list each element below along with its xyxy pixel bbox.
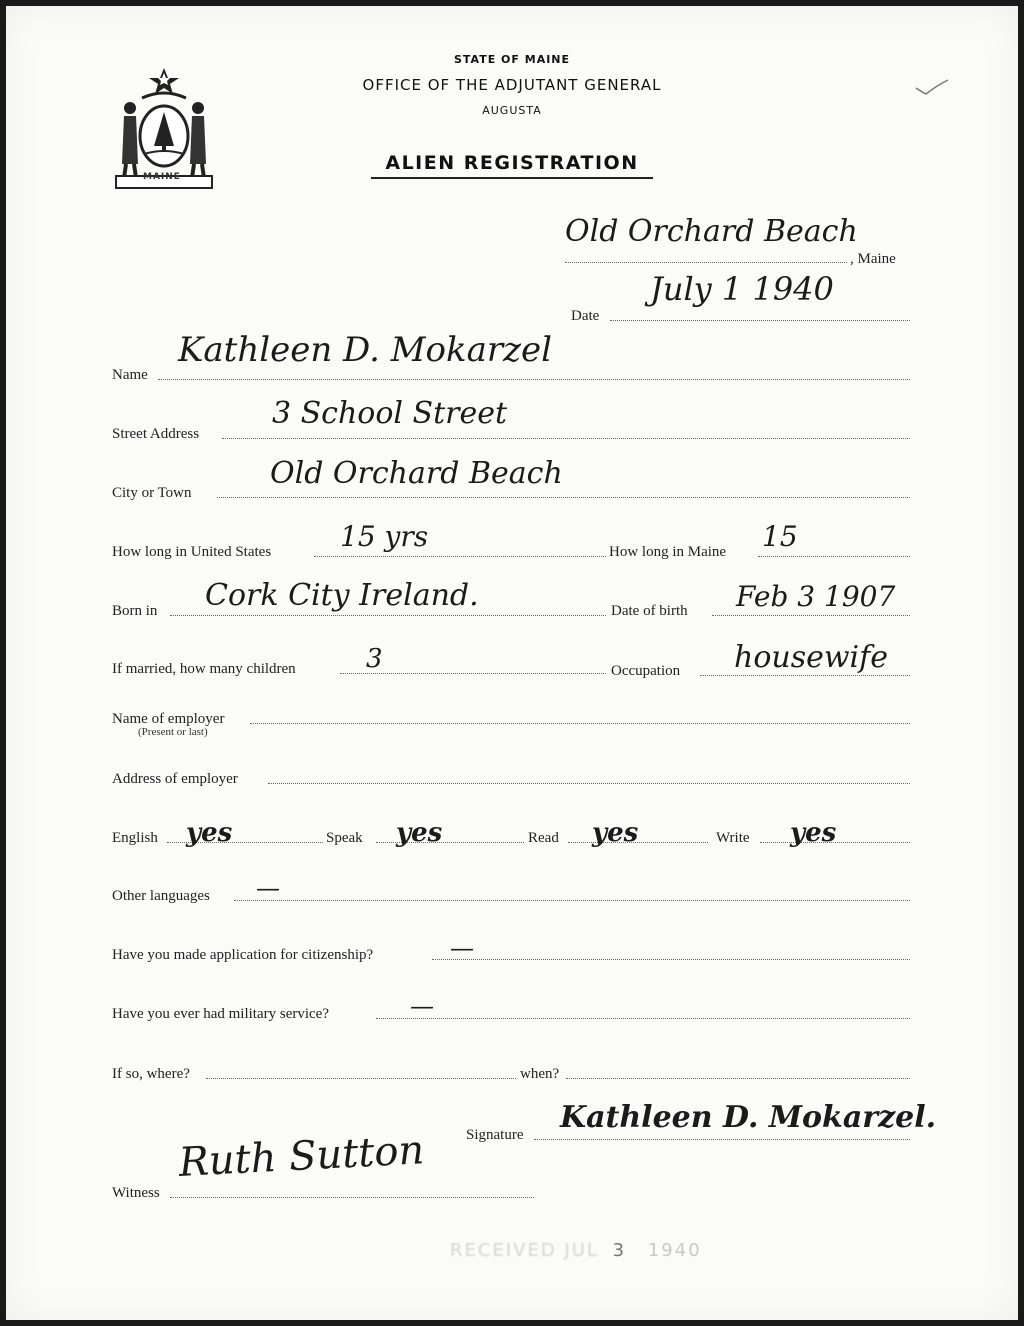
english-label: English <box>112 830 158 846</box>
name-label: Name <box>112 367 148 383</box>
occupation-line <box>700 675 910 676</box>
employer-name-line <box>250 723 910 724</box>
born-in-line <box>170 615 606 616</box>
header-office: OFFICE OF THE ADJUTANT GENERAL <box>362 76 662 94</box>
signature-label: Signature <box>466 1127 524 1143</box>
city-town-line <box>217 497 910 498</box>
when-label: when? <box>520 1066 560 1082</box>
how-long-us-entry: 15 yrs <box>340 520 429 553</box>
speak-entry: yes <box>396 818 443 848</box>
citizenship-line <box>432 959 910 960</box>
other-languages-entry: — <box>256 874 280 902</box>
date-label: Date <box>571 308 600 324</box>
witness-line <box>170 1197 534 1198</box>
witness-label: Witness <box>112 1185 160 1201</box>
born-in-label: Born in <box>112 603 158 619</box>
citizenship-entry: — <box>450 934 474 962</box>
read-entry: yes <box>592 818 639 848</box>
children-label: If married, how many children <box>112 661 296 677</box>
employer-address-label: Address of employer <box>112 771 238 787</box>
stamp-day: 3 <box>612 1240 627 1261</box>
employer-name-label: Name of employer <box>112 711 225 727</box>
witness-entry: Ruth Sutton <box>177 1127 426 1186</box>
date-of-birth-entry: Feb 3 1907 <box>736 580 896 613</box>
write-label: Write <box>716 830 750 846</box>
if-so-where-label: If so, where? <box>112 1066 190 1082</box>
if-so-where-line <box>206 1078 516 1079</box>
how-long-us-label: How long in United States <box>112 544 272 560</box>
town-entry: Old Orchard Beach <box>565 214 858 249</box>
date-entry: July 1 1940 <box>650 270 834 308</box>
street-entry: 3 School Street <box>272 396 508 431</box>
when-line <box>566 1078 910 1079</box>
stamp-year: 1940 <box>647 1240 702 1261</box>
signature-entry: Kathleen D. Mokarzel. <box>560 1100 937 1135</box>
seal-banner-text: MAINE <box>143 172 181 182</box>
write-entry: yes <box>790 818 837 848</box>
military-label: Have you ever had military service? <box>112 1006 329 1022</box>
street-line <box>222 438 910 439</box>
name-entry: Kathleen D. Mokarzel <box>178 330 553 370</box>
header-state: STATE OF MAINE <box>453 53 571 66</box>
occupation-label: Occupation <box>611 663 681 679</box>
signature-line <box>534 1139 910 1140</box>
other-languages-label: Other languages <box>112 888 210 904</box>
date-of-birth-line <box>712 615 910 616</box>
occupation-entry: housewife <box>734 640 888 675</box>
maine-label: , Maine <box>850 251 896 267</box>
military-line <box>376 1018 910 1019</box>
born-in-entry: Cork City Ireland. <box>205 578 479 613</box>
city-town-label: City or Town <box>112 485 192 501</box>
name-line <box>158 379 910 380</box>
city-town-entry: Old Orchard Beach <box>270 456 563 491</box>
town-line <box>565 262 847 263</box>
how-long-us-line <box>314 556 606 557</box>
header-city: AUGUSTA <box>482 104 542 117</box>
how-long-maine-line <box>758 556 910 557</box>
english-entry: yes <box>186 818 233 848</box>
received-stamp <box>450 1240 702 1261</box>
how-long-maine-label: How long in Maine <box>609 544 727 560</box>
date-of-birth-label: Date of birth <box>611 603 688 619</box>
street-label: Street Address <box>112 426 200 442</box>
children-entry: 3 <box>366 644 383 674</box>
other-languages-line <box>234 900 910 901</box>
read-label: Read <box>528 830 559 846</box>
form-title: ALIEN REGISTRATION <box>371 152 653 179</box>
speak-label: Speak <box>326 830 363 846</box>
employer-name-sublabel: (Present or last) <box>138 726 208 738</box>
citizenship-label: Have you made application for citizenship? <box>112 947 374 963</box>
military-entry: — <box>410 992 434 1020</box>
employer-address-line <box>268 783 910 784</box>
how-long-maine-entry: 15 <box>762 520 798 553</box>
date-line <box>610 320 910 321</box>
stamp-text: RECEIVED JUL <box>450 1240 599 1261</box>
